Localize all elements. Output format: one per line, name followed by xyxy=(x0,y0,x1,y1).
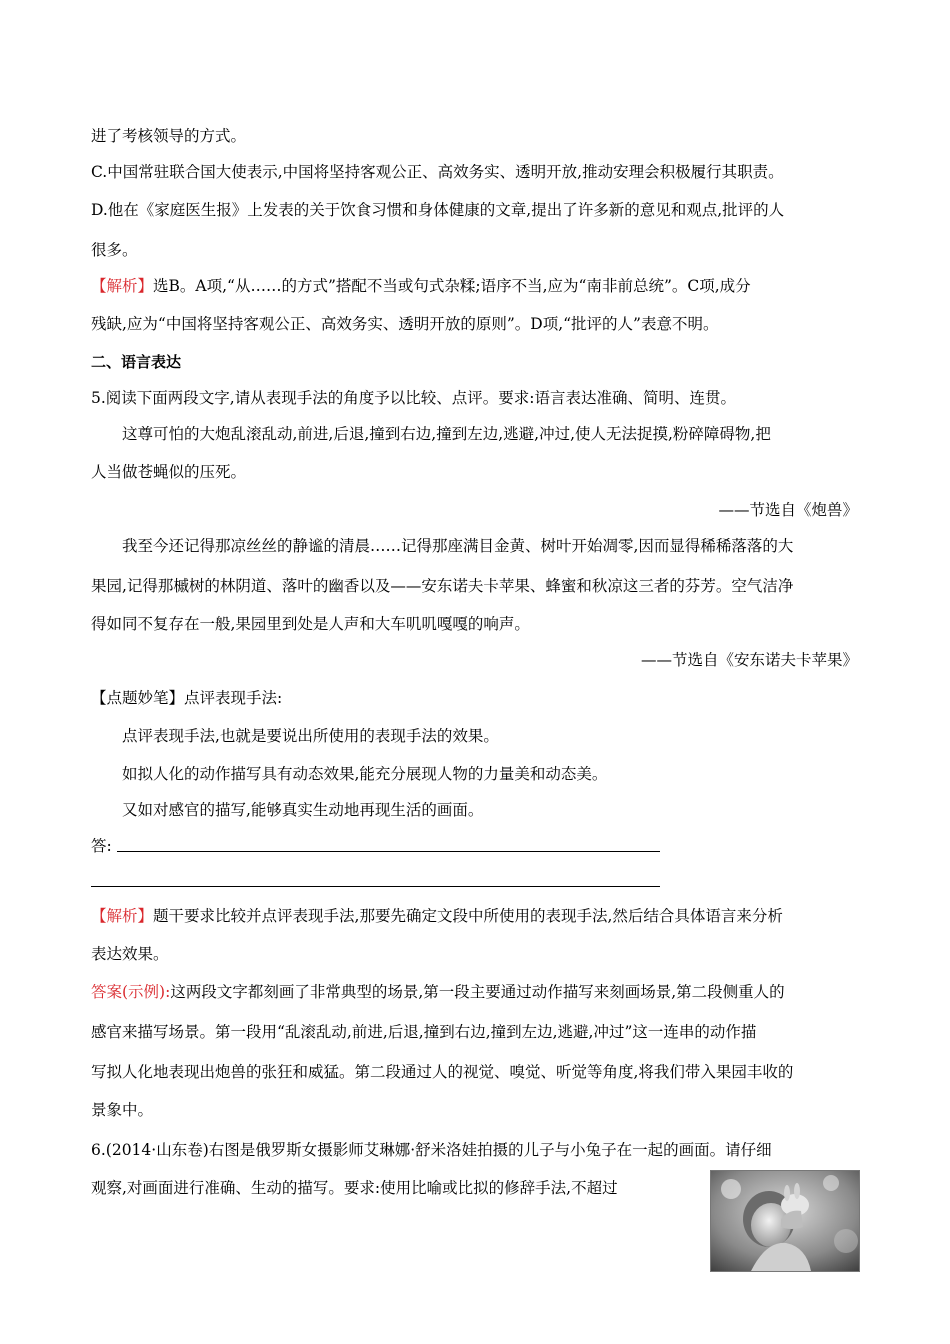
passage-2-line: 我至今还记得那凉丝丝的静谧的清晨……记得那座满目金黄、树叶开始凋零,因而显得稀稀落落的大 xyxy=(122,537,794,555)
text-line: 进了考核领导的方式。 xyxy=(91,127,247,145)
analysis-text: 题干要求比较并点评表现手法,那要先确定文段中所使用的表现手法,然后结合具体语言来分析 xyxy=(153,907,783,925)
text-line: 景象中。 xyxy=(91,1101,154,1119)
passage-1-line: 这尊可怕的大炮乱滚乱动,前进,后退,撞到右边,撞到左边,逃避,冲过,使人无法捉摸,粉碎障碍物,把 xyxy=(122,425,771,443)
analysis-tag: 【解析】 xyxy=(91,277,154,295)
text-line: 残缺,应为“中国将坚持客观公正、高效务实、透明开放的原则”。D项,“批评的人”表意不明。 xyxy=(91,315,719,333)
passage-2-line: 果园,记得那槭树的林阴道、落叶的幽香以及——安东诺夫卡苹果、蜂蜜和秋凉这三者的芬芳。空气洁净 xyxy=(91,577,794,595)
passage-2-line: 得如同不复存在一般,果园里到处是人声和大车叽叽嘎嘎的响声。 xyxy=(91,615,530,633)
answer-label: 答: xyxy=(91,837,112,855)
option-d: D.他在《家庭医生报》上发表的关于饮食习惯和身体健康的文章,提出了许多新的意见和观点,批评的人 xyxy=(91,201,785,219)
tip-heading: 【点题妙笔】点评表现手法: xyxy=(91,689,283,707)
analysis-text: 选B。A项,“从……的方式”搭配不当或句式杂糅;语序不当,应为“南非前总统”。C项,成分 xyxy=(153,277,751,295)
text-line: 表达效果。 xyxy=(91,945,169,963)
source-2: ——节选自《安东诺夫卡苹果》 xyxy=(640,651,858,669)
tip-line: 如拟人化的动作描写具有动态效果,能充分展现人物的力量美和动态美。 xyxy=(122,765,608,783)
section-title: 二、语言表达 xyxy=(91,353,182,371)
question-6: 6.(2014·山东卷)右图是俄罗斯女摄影师艾琳娜·舒米洛娃拍摄的儿子与小兔子在一起的画面。请仔细 xyxy=(91,1141,772,1159)
analysis-tag: 【解析】 xyxy=(91,907,154,925)
tip-line: 点评表现手法,也就是要说出所使用的表现手法的效果。 xyxy=(122,727,499,745)
answer-line[interactable] xyxy=(117,851,660,852)
analysis-line xyxy=(91,276,751,296)
answer-line[interactable] xyxy=(91,886,660,887)
text-line: 感官来描写场景。第一段用“乱滚乱动,前进,后退,撞到右边,撞到左边,逃避,冲过”这一连串的动作描 xyxy=(91,1023,757,1041)
answer-text: 这两段文字都刻画了非常典型的场景,第一段主要通过动作描写来刻画场景,第二段侧重人的 xyxy=(170,983,785,1001)
tip-line: 又如对感官的描写,能够真实生动地再现生活的画面。 xyxy=(122,801,484,819)
analysis-line xyxy=(91,906,783,926)
question-5: 5.阅读下面两段文字,请从表现手法的角度予以比较、点评。要求:语言表达准确、简明、连贯。 xyxy=(91,389,736,407)
text-line: 很多。 xyxy=(91,241,138,259)
answer-tag: 答案(示例): xyxy=(91,983,171,1001)
question-6-line: 观察,对画面进行准确、生动的描写。要求:使用比喻或比拟的修辞手法,不超过 xyxy=(91,1179,618,1197)
passage-1-line: 人当做苍蝇似的压死。 xyxy=(91,463,247,481)
source-1: ——节选自《炮兽》 xyxy=(718,501,858,519)
option-c: C.中国常驻联合国大使表示,中国将坚持客观公正、高效务实、透明开放,推动安理会积极履行其职责。 xyxy=(91,163,784,181)
answer-line-text xyxy=(91,982,785,1002)
child-with-rabbit-photo xyxy=(710,1170,860,1272)
text-line: 写拟人化地表现出炮兽的张狂和威猛。第二段通过人的视觉、嗅觉、听觉等角度,将我们带入果园丰收的 xyxy=(91,1063,794,1081)
